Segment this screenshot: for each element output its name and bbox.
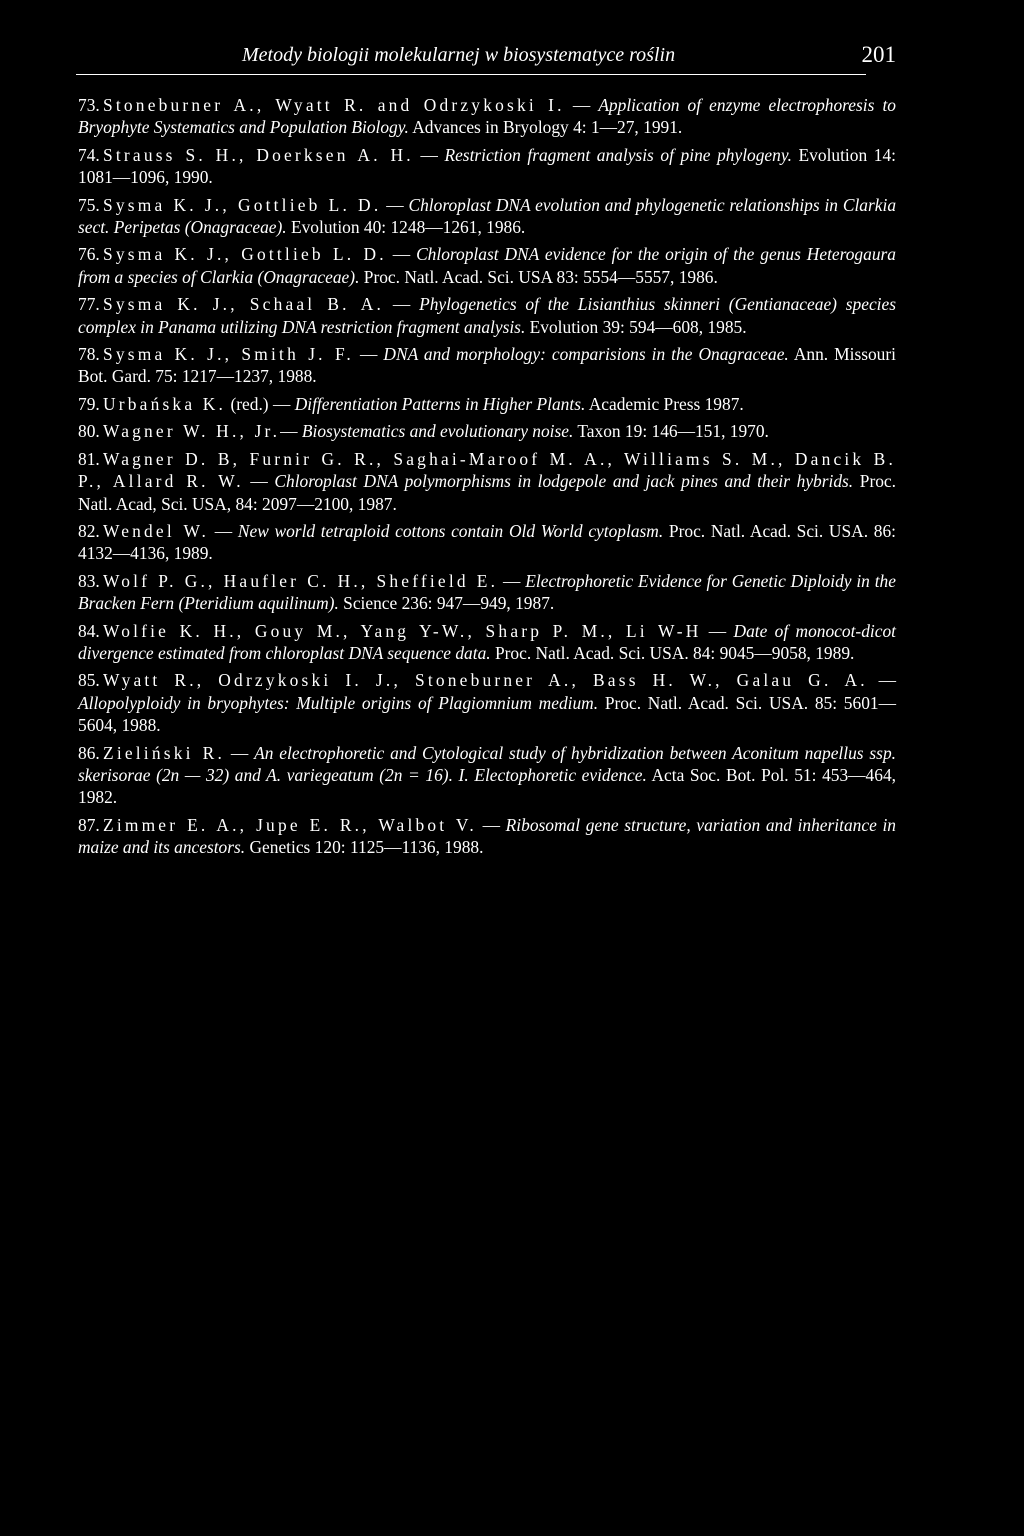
running-header <box>76 40 896 70</box>
reference-source: Academic Press 1987. <box>585 393 744 414</box>
reference-entry <box>76 620 896 665</box>
reference-entry <box>76 520 896 565</box>
reference-entry <box>76 570 896 615</box>
reference-separator: — <box>498 570 526 591</box>
reference-title: New world tetraploid cottons contain Old World cytoplasm. <box>237 520 664 541</box>
reference-entry <box>76 742 896 809</box>
reference-entry <box>76 194 896 239</box>
reference-authors: Sysma K. J., Gottlieb L. D. <box>103 194 382 215</box>
reference-title: Phylogenetics of the Lisianthius skinneri (Gentianaceae) species complex in Panama utilizing DNA restriction fragment analysis. <box>78 294 896 337</box>
reference-separator: — <box>381 194 409 215</box>
reference-title: Biosystematics and evolutionary noise. <box>301 421 574 442</box>
reference-source: Proc. Natl. Acad, Sci. USA, 84: 2097—2100, 1987. <box>78 471 897 514</box>
reference-number: 74. <box>78 144 100 165</box>
reference-entry <box>76 243 896 288</box>
reference-number: 75. <box>78 194 100 215</box>
reference-list <box>76 94 896 864</box>
reference-authors: Strauss S. H., Doerksen A. H. <box>103 144 414 165</box>
reference-entry <box>76 448 896 515</box>
reference-authors: Wyatt R., Odrzykoski I. J., Stoneburner A., Bass H. W., Galau G. A. <box>103 670 868 691</box>
reference-number: 87. <box>78 814 100 835</box>
reference-number: 80. <box>78 421 100 442</box>
reference-title: Allopolyploidy in bryophytes: Multiple origins of Plagiomnium medium. <box>78 692 599 713</box>
reference-source: Evolution 40: 1248—1261, 1986. <box>286 217 526 238</box>
reference-authors: Sysma K. J., Schaal B. A. <box>103 294 385 315</box>
reference-authors: Sysma K. J., Gottlieb L. D. <box>103 244 387 265</box>
reference-authors: Urbańska K. <box>103 393 227 414</box>
reference-number: 83. <box>78 570 100 591</box>
reference-number: 85. <box>78 670 100 691</box>
reference-title: Chloroplast DNA evolution and phylogenetic relationships in Clarkia sect. Peripetas (Onagraceae). <box>78 194 897 238</box>
reference-source: Taxon 19: 146—151, 1970. <box>573 421 769 442</box>
reference-number: 81. <box>78 448 100 469</box>
reference-title: An electrophoretic and Cytological study of hybridization between Aconitum napellus ssp. skerisorae (2n — 32) and A. variegeatum (2n = 16). I. Electophoretic evidence. <box>78 742 896 785</box>
reference-separator: — <box>564 95 599 115</box>
page-number: 201 <box>861 42 896 67</box>
reference-title: Restriction fragment analysis of pine phylogeny. <box>444 144 792 165</box>
reference-separator: — <box>476 814 506 835</box>
reference-authors: Wagner D. B, Furnir G. R., Saghai-Maroof M. A., Williams S. M., Dancik B. P., Allard R. W. <box>78 448 896 492</box>
reference-number: 84. <box>78 620 100 641</box>
reference-number: 77. <box>78 294 100 315</box>
reference-number: 79. <box>78 393 100 414</box>
reference-source: Acta Soc. Bot. Pol. 51: 453—464, 1982. <box>78 764 896 808</box>
reference-separator: — <box>386 244 417 265</box>
reference-entry <box>76 343 896 388</box>
reference-authors: Zimmer E. A., Jupe E. R., Walbot V. <box>103 814 477 835</box>
reference-title: DNA and morphology: comparisions in the Onagraceae. <box>383 344 789 365</box>
reference-number: 82. <box>78 520 100 541</box>
reference-source: Evolution 39: 594—608, 1985. <box>525 316 747 337</box>
reference-entry <box>76 669 896 736</box>
reference-authors: Wagner W. H., Jr. <box>103 421 281 442</box>
reference-separator: (red.) — <box>226 393 295 414</box>
reference-authors: Stoneburner A., Wyatt R. and Odrzykoski I. <box>103 95 565 115</box>
reference-authors: Wolf P. G., Haufler C. H., Sheffield E. <box>103 570 499 591</box>
reference-entry <box>76 393 896 415</box>
reference-title: Electrophoretic Evidence for Genetic Diploidy in the Bracken Fern (Pteridium aquilinum). <box>78 570 896 614</box>
reference-entry <box>76 293 896 338</box>
reference-source: Genetics 120: 1125—1136, 1988. <box>245 837 484 858</box>
reference-number: 76. <box>78 244 100 265</box>
reference-authors: Wolfie K. H., Gouy M., Yang Y-W., Sharp P. M., Li W-H <box>103 620 702 641</box>
reference-number: 78. <box>78 344 100 365</box>
reference-separator: — <box>353 344 384 365</box>
reference-title: Chloroplast DNA polymorphisms in lodgepole and jack pines and their hybrids. <box>274 471 854 492</box>
reference-separator: — <box>209 520 238 541</box>
reference-source: Ann. Missouri Bot. Gard. 75: 1217—1237, 1988. <box>78 344 896 387</box>
reference-title: Application of enzyme electrophoresis to Bryophyte Systematics and Population Biology. <box>78 95 896 138</box>
reference-source: Advances in Bryology 4: 1—27, 1991. <box>408 117 683 138</box>
running-title: Metody biologii molekularnej w biosystematyce roślin <box>242 44 676 66</box>
reference-separator: — <box>701 620 734 641</box>
reference-title: Date of monocot-dicot divergence estimated from chloroplast DNA sequence data. <box>78 620 896 663</box>
reference-authors: Sysma K. J., Smith J. F. <box>103 344 354 365</box>
reference-entry <box>76 420 896 442</box>
reference-title: Chloroplast DNA evidence for the origin of the genus Heterogaura from a species of Clarkia (Onagraceae). <box>78 244 896 287</box>
reference-number: 73. <box>78 95 100 115</box>
reference-separator: — <box>413 144 445 165</box>
reference-source: Proc. Natl. Acad. Sci. USA 83: 5554—5557, 1986. <box>359 266 718 287</box>
reference-title: Ribosomal gene structure, variation and inheritance in maize and its ancestors. <box>78 814 896 858</box>
reference-source: Proc. Natl. Acad. Sci. USA. 86: 4132—4136, 1989. <box>78 520 897 564</box>
reference-separator: — <box>384 294 420 315</box>
reference-entry <box>76 814 896 859</box>
reference-authors: Zieliński R. <box>103 742 226 763</box>
reference-title: Differentiation Patterns in Higher Plants. <box>294 393 586 414</box>
reference-entry <box>76 144 896 189</box>
reference-separator: — <box>280 421 302 442</box>
reference-separator: — <box>243 471 275 492</box>
header-rule <box>76 74 866 75</box>
reference-number: 86. <box>78 742 100 763</box>
reference-entry <box>76 94 896 139</box>
reference-source: Proc. Natl. Acad. Sci. USA. 85: 5601—5604, 1988. <box>78 692 896 736</box>
reference-separator: — <box>867 670 896 691</box>
reference-source: Science 236: 947—949, 1987. <box>338 593 555 614</box>
reference-source: Proc. Natl. Acad. Sci. USA. 84: 9045—9058, 1989. <box>490 642 855 663</box>
reference-separator: — <box>225 742 255 763</box>
reference-authors: Wendel W. <box>103 520 210 541</box>
reference-source: Evolution 14: 1081—1096, 1990. <box>78 144 896 188</box>
